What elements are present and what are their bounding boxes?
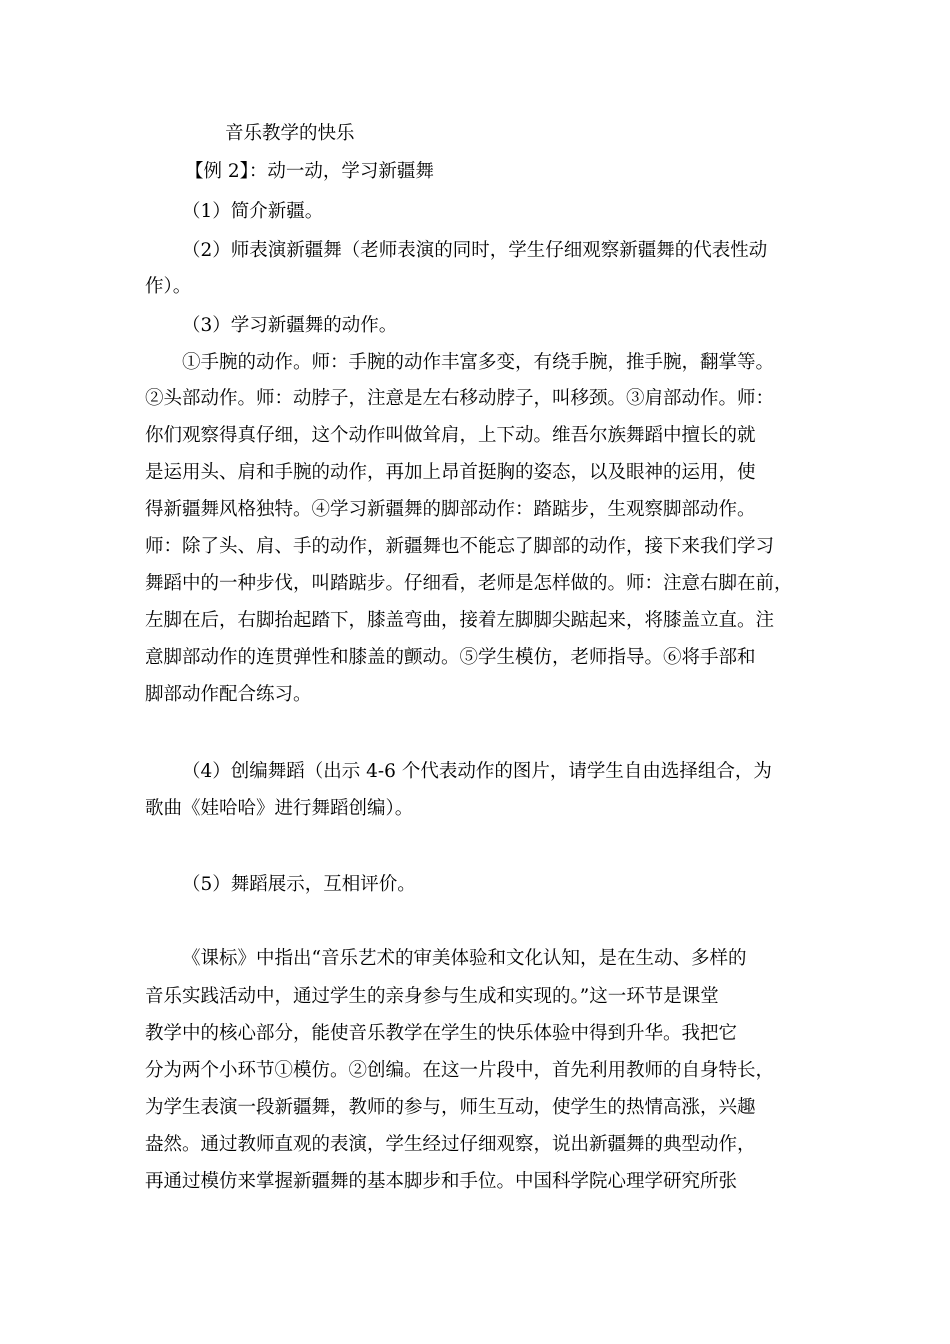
text-line: 为学生表演一段新疆舞，教师的参与，师生互动，使学生的热情高涨，兴趣 [145,1097,756,1118]
text-line: 再通过模仿来掌握新疆舞的基本脚步和手位。中国科学院心理学研究所张 [145,1171,738,1192]
text-line: 作）。 [145,276,192,297]
text-line: （5）舞蹈展示，互相评价。 [182,874,416,895]
text-line: 教学中的核心部分，能使音乐教学在学生的快乐体验中得到升华。我把它 [145,1023,738,1044]
text-line: 你们观察得真仔细，这个动作叫做耸肩，上下动。维吾尔族舞蹈中擅长的就 [145,425,756,446]
text-line: 意脚部动作的连贯弹性和膝盖的颤动。⑤学生模仿，老师指导。⑥将手部和 [145,647,756,668]
document-title: 音乐教学的快乐 [225,123,355,144]
text-line: 师：除了头、肩、手的动作，新疆舞也不能忘了脚部的动作，接下来我们学习 [145,536,775,557]
text-line: 音乐实践活动中，通过学生的亲身参与生成和实现的。”这一环节是课堂 [145,986,719,1007]
text-line: 左脚在后，右脚抬起踏下，膝盖弯曲，接着左脚脚尖踮起来，将膝盖立直。注 [145,610,775,631]
text-line: ②头部动作。师：动脖子，注意是左右移动脖子，叫移颈。③肩部动作。师： [145,388,775,409]
text-line: 得新疆舞风格独特。④学习新疆舞的脚部动作：踏踮步，生观察脚部动作。 [145,499,756,520]
text-line: 脚部动作配合练习。 [145,684,312,705]
text-line: 分为两个小环节①模仿。②创编。在这一片段中，首先利用教师的自身特长， [145,1060,775,1081]
text-line: 盎然。通过教师直观的表演，学生经过仔细观察，说出新疆舞的典型动作， [145,1134,756,1155]
text-line: 歌曲《娃哈哈》进行舞蹈创编）。 [145,798,414,819]
text-line: （1）简介新疆。 [182,201,324,222]
text-line: 舞蹈中的一种步伐，叫踏踮步。仔细看，老师是怎样做的。师：注意右脚在前， [145,573,793,594]
text-line: 《课标》中指出“音乐艺术的审美体验和文化认知，是在生动、多样的 [182,948,747,969]
text-line: （3）学习新疆舞的动作。 [182,315,398,336]
example-heading: 【例 2】：动一动，学习新疆舞 [185,161,434,182]
text-line: 是运用头、肩和手腕的动作，再加上昂首挺胸的姿态，以及眼神的运用，使 [145,462,756,483]
text-line: ①手腕的动作。师：手腕的动作丰富多变，有绕手腕，推手腕，翻掌等。 [182,352,775,373]
text-line: （4）创编舞蹈（出示 4-6 个代表动作的图片，请学生自由选择组合，为 [182,761,772,782]
text-line: （2）师表演新疆舞（老师表演的同时，学生仔细观察新疆舞的代表性动 [182,240,768,261]
